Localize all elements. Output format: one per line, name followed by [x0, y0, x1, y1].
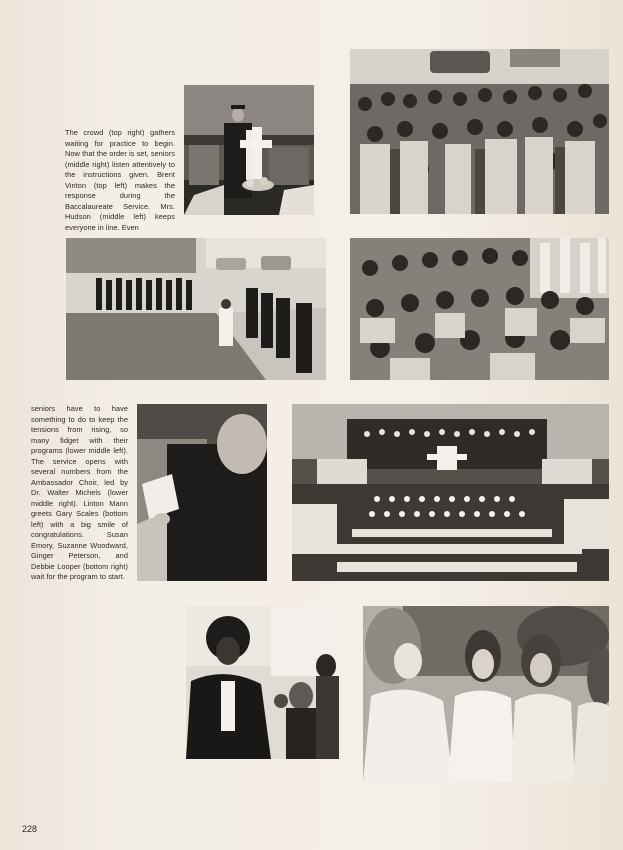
photo-seniors-listen: [350, 238, 609, 380]
caption-top: The crowd (top right) gathers waiting for practice to begin. Now that the order is set, seniors (middle right) listen attentively to the instructions given. Brent Vinton (top left) makes the response during the Baccalaureate Service. Mrs. Hudson (middle left) keeps everyone in line. Even: [65, 128, 175, 232]
photo-graduates-line: [66, 238, 326, 380]
photo-crowd-gathers: [350, 49, 609, 214]
caption-bottom: seniors have to have something to do to keep the tensions from rising, so many fidget with their programs (lower middle left). The service opens with several numbers from the Ambassador Choir, led by Dr. Walter Michels (lower middle right). Linton Mann greets Gary Scales (bottom left) with a big smile of congratulations. Susan Emory, Suzanne Woodward, Ginger Peterson, and Debbie Looper (bottom right) wait for the program to start.: [31, 404, 128, 581]
photo-fidget-programs: [137, 404, 267, 581]
photo-baccalaureate-speaker: [184, 85, 314, 215]
photo-ambassador-choir: [292, 404, 609, 581]
photo-congratulations: [186, 606, 339, 759]
photo-girls-waiting: [363, 606, 609, 782]
page-number: 228: [22, 824, 38, 834]
